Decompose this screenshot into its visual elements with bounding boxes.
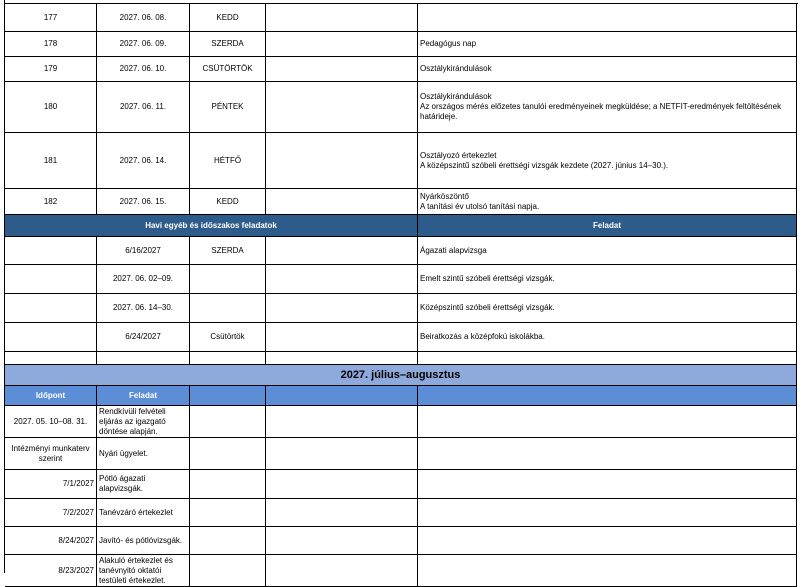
- summer-task-cell[interactable]: [97, 527, 190, 555]
- day-number-cell-text: 177: [43, 12, 58, 22]
- weekday-cell-text: PÉNTEK: [211, 102, 244, 111]
- empty-cell[interactable]: [266, 133, 418, 189]
- empty-cell[interactable]: [266, 294, 418, 323]
- summer-time-cell[interactable]: [5, 470, 97, 499]
- summer-task-cell-text: Alakuló értekezlet és tanévnyitó oktatói testületi értekezlet.: [99, 555, 173, 585]
- periodic-header-left-text: Havi egyéb és időszakos feladatok: [145, 220, 277, 230]
- task-description-cell[interactable]: [418, 265, 797, 294]
- event-cell-text: Osztályozó értekezlet A középszintű szóbeli érettségi vizsgák kezdete (2027. június 14–30.).: [420, 150, 669, 170]
- day-number-cell-text: 178: [43, 39, 58, 48]
- day-number-cell-text: 180: [43, 102, 58, 111]
- day-number-cell[interactable]: [5, 57, 97, 82]
- summer-time-cell[interactable]: [5, 499, 97, 527]
- weekday-cell[interactable]: [190, 4, 266, 32]
- empty-cell[interactable]: [266, 323, 418, 352]
- empty-cell[interactable]: [266, 527, 418, 555]
- event-cell[interactable]: [418, 133, 797, 189]
- date-cell[interactable]: [97, 32, 190, 57]
- empty-cell[interactable]: [266, 237, 418, 265]
- periodic-header-right[interactable]: [418, 215, 797, 237]
- date-cell[interactable]: [97, 4, 190, 32]
- empty-cell[interactable]: [266, 4, 418, 32]
- task-description-cell-text: Középszintű szóbeli érettségi vizsgák.: [420, 303, 555, 312]
- summer-section-title[interactable]: [5, 365, 797, 386]
- summer-time-cell-text: 8/23/2027: [58, 565, 94, 575]
- day-number-cell[interactable]: [5, 82, 97, 133]
- summer-header-task-text: Feladat: [128, 390, 157, 400]
- empty-cell[interactable]: [5, 265, 97, 294]
- day-number-cell[interactable]: [5, 189, 97, 215]
- empty-cell[interactable]: [266, 406, 418, 438]
- task-description-cell[interactable]: [418, 323, 797, 352]
- empty-cell[interactable]: [5, 294, 97, 323]
- event-cell[interactable]: [418, 57, 797, 82]
- empty-cell[interactable]: [266, 499, 418, 527]
- empty-cell[interactable]: [266, 32, 418, 57]
- weekday-cell[interactable]: [190, 57, 266, 82]
- weekday-cell[interactable]: [190, 133, 266, 189]
- event-cell[interactable]: [418, 32, 797, 57]
- task-date-cell-text: 6/24/2027: [125, 332, 161, 341]
- day-number-cell-text: 181: [43, 155, 58, 165]
- summer-time-cell-text: 8/24/2027: [58, 535, 94, 545]
- summer-task-cell-text: Nyári ügyelet.: [99, 448, 148, 458]
- task-date-cell-text: 2027. 06. 14–30.: [112, 303, 174, 312]
- date-cell-text: 2027. 06. 10.: [119, 64, 167, 73]
- weekday-cell-text: KEDD: [216, 12, 239, 22]
- summer-time-cell-text: 7/1/2027: [62, 479, 94, 488]
- summer-time-cell-text: Intézményi munkaterv szerint: [11, 443, 90, 463]
- summer-task-cell-text: Javító- és pótlóvizsgák.: [99, 535, 183, 545]
- empty-cell[interactable]: [266, 82, 418, 133]
- summer-header-empty[interactable]: [190, 386, 266, 406]
- date-cell[interactable]: [97, 133, 190, 189]
- event-cell-text: Pedagógus nap: [420, 39, 477, 48]
- task-date-cell[interactable]: [97, 323, 190, 352]
- summer-task-cell[interactable]: [97, 555, 190, 587]
- summer-header-time-text: Időpont: [35, 390, 66, 400]
- event-cell-text: Nyárköszöntő A tanítási év utolsó tanítási napja.: [420, 191, 540, 211]
- periodic-header-left[interactable]: [5, 215, 418, 237]
- task-date-cell[interactable]: [97, 352, 190, 365]
- empty-cell[interactable]: [266, 555, 418, 587]
- date-cell-text: 2027. 06. 15.: [119, 196, 167, 206]
- empty-cell[interactable]: [418, 527, 797, 555]
- task-date-cell-text: 6/16/2027: [125, 245, 161, 255]
- date-cell[interactable]: [97, 189, 190, 215]
- task-weekday-cell[interactable]: [190, 294, 266, 323]
- weekday-cell-text: CSÜTÖRTÖK: [202, 64, 253, 73]
- empty-cell[interactable]: [266, 470, 418, 499]
- summer-time-cell-text: 2027. 05. 10–08. 31.: [13, 416, 88, 426]
- task-weekday-cell[interactable]: [190, 265, 266, 294]
- empty-cell[interactable]: [5, 323, 97, 352]
- weekday-cell-text: KEDD: [216, 196, 239, 206]
- event-cell[interactable]: [418, 4, 797, 32]
- date-cell[interactable]: [97, 57, 190, 82]
- summer-task-cell-text: Rendkívüli felvételi eljárás az igazgató döntése alapján.: [99, 406, 166, 436]
- task-description-cell-text: Emelt szintű szóbeli érettségi vizsgák.: [420, 274, 555, 283]
- task-description-cell[interactable]: [418, 237, 797, 265]
- summer-header-task[interactable]: [97, 386, 190, 406]
- task-weekday-cell[interactable]: [190, 323, 266, 352]
- task-weekday-cell-text: SZERDA: [211, 245, 244, 255]
- weekday-cell[interactable]: [190, 32, 266, 57]
- summer-task-cell[interactable]: [97, 470, 190, 499]
- empty-cell[interactable]: [5, 237, 97, 265]
- empty-cell[interactable]: [266, 438, 418, 470]
- date-cell-text: 2027. 06. 09.: [119, 39, 167, 48]
- empty-cell[interactable]: [190, 527, 266, 555]
- task-description-cell-text: Ágazati alapvizsga: [420, 245, 487, 255]
- day-number-cell-text: 179: [43, 64, 58, 73]
- task-weekday-cell[interactable]: [190, 237, 266, 265]
- summer-task-cell-text: Pótló ágazati alapvizsgák.: [99, 474, 146, 493]
- empty-cell[interactable]: [266, 57, 418, 82]
- day-number-cell[interactable]: [5, 4, 97, 32]
- task-description-cell-text: Beiratkozás a középfokú iskolákba.: [420, 332, 545, 341]
- task-weekday-cell[interactable]: [190, 352, 266, 365]
- empty-cell[interactable]: [190, 499, 266, 527]
- task-description-cell[interactable]: [418, 352, 797, 365]
- summer-task-cell-text: Tanévzáró értekezlet: [99, 507, 173, 517]
- empty-cell[interactable]: [5, 352, 97, 365]
- task-date-cell-text: 2027. 06. 02–09.: [112, 274, 174, 283]
- task-date-cell[interactable]: [97, 294, 190, 323]
- summer-task-cell[interactable]: [97, 438, 190, 470]
- task-description-cell[interactable]: [418, 294, 797, 323]
- summer-task-cell[interactable]: [97, 406, 190, 438]
- task-weekday-cell-text: Csütörtök: [210, 332, 245, 341]
- date-cell[interactable]: [97, 82, 190, 133]
- empty-cell[interactable]: [418, 499, 797, 527]
- summer-time-cell[interactable]: [5, 406, 97, 438]
- event-cell[interactable]: [418, 82, 797, 133]
- weekday-cell-text: SZERDA: [211, 39, 244, 48]
- empty-cell[interactable]: [418, 406, 797, 438]
- empty-cell[interactable]: [190, 438, 266, 470]
- weekday-cell-text: HÉTFŐ: [213, 155, 242, 165]
- day-number-cell[interactable]: [5, 133, 97, 189]
- empty-cell[interactable]: [418, 438, 797, 470]
- date-cell-text: 2027. 06. 08.: [119, 12, 167, 22]
- task-date-cell[interactable]: [97, 265, 190, 294]
- summer-time-cell-text: 7/2/2027: [62, 507, 94, 517]
- summer-header-empty[interactable]: [266, 386, 418, 406]
- summer-header-time[interactable]: [5, 386, 97, 406]
- summer-section-title-text: 2027. július–augusztus: [340, 369, 461, 381]
- empty-cell[interactable]: [418, 470, 797, 499]
- periodic-header-right-text: Feladat: [592, 220, 621, 230]
- summer-time-cell[interactable]: [5, 438, 97, 470]
- task-date-cell[interactable]: [97, 237, 190, 265]
- empty-cell[interactable]: [418, 555, 797, 587]
- event-cell-text: Osztálykirándulások Az országos mérés előzetes tanulói eredményeinek megküldése; a NETFIT-eredmények feltöltésének határideje.: [420, 92, 782, 121]
- empty-cell[interactable]: [266, 352, 418, 365]
- summer-header-empty[interactable]: [418, 386, 797, 406]
- summer-time-cell[interactable]: [5, 555, 97, 587]
- weekday-cell[interactable]: [190, 189, 266, 215]
- weekday-cell[interactable]: [190, 82, 266, 133]
- empty-cell[interactable]: [266, 189, 418, 215]
- empty-cell[interactable]: [190, 470, 266, 499]
- day-number-cell[interactable]: [5, 32, 97, 57]
- date-cell-text: 2027. 06. 14.: [119, 155, 167, 165]
- empty-cell[interactable]: [190, 406, 266, 438]
- sheet-top-border: [4, 3, 798, 4]
- empty-cell[interactable]: [190, 555, 266, 587]
- event-cell-text: Osztálykirándulások: [420, 64, 492, 73]
- day-number-cell-text: 182: [43, 196, 58, 206]
- empty-cell[interactable]: [266, 265, 418, 294]
- event-cell[interactable]: [418, 189, 797, 215]
- summer-task-cell[interactable]: [97, 499, 190, 527]
- date-cell-text: 2027. 06. 11.: [119, 102, 167, 111]
- summer-time-cell[interactable]: [5, 527, 97, 555]
